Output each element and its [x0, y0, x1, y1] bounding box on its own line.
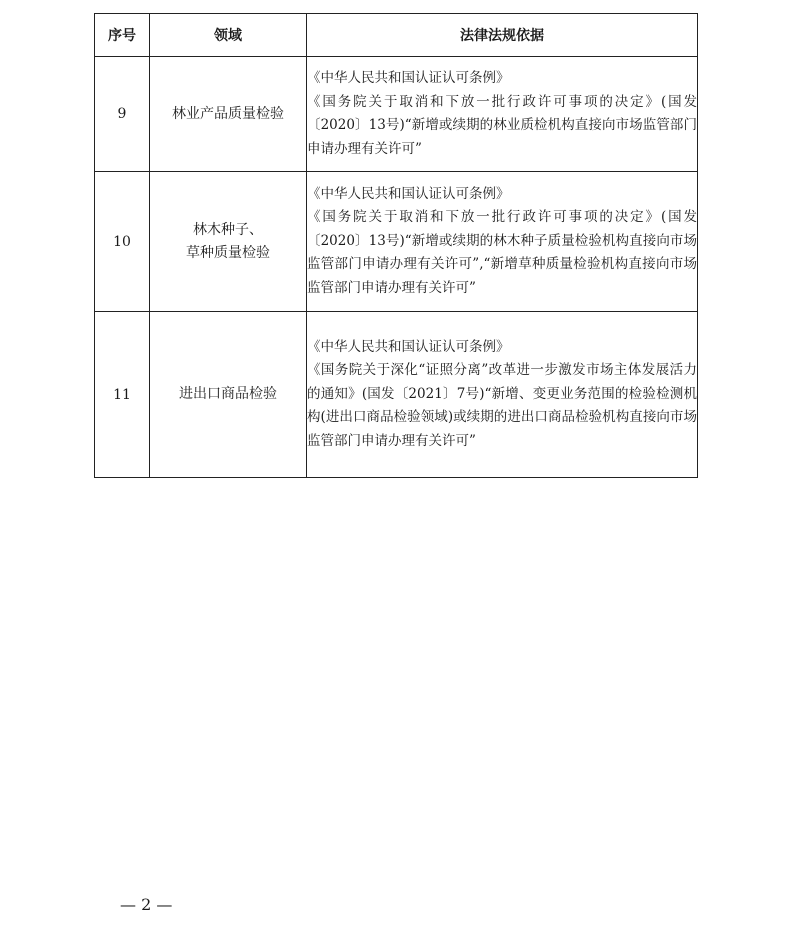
row-number: 10 [95, 172, 150, 312]
row-field [150, 172, 307, 312]
row-number: 9 [95, 57, 150, 172]
basis-line: 《国务院关于取消和下放一批行政许可事项的决定》(国发〔2020〕13号)“新增或续期的林木种子质量检验机构直接向市场监管部门申请办理有关许可”,“新增草种质量检验机构直接向市场监管部门申请办理有关许可” [307, 209, 697, 296]
table-header-row [95, 14, 698, 57]
row-basis [307, 312, 698, 478]
basis-line: 《中华人民共和国认证认可条例》 [307, 185, 510, 202]
basis-line: 《国务院关于取消和下放一批行政许可事项的决定》(国发〔2020〕13号)“新增或续期的林业质检机构直接向市场监管部门申请办理有关许可” [307, 93, 697, 157]
row-basis [307, 172, 698, 312]
field-line: 林业产品质量检验 [172, 105, 284, 122]
row-number: 11 [95, 312, 150, 478]
table-row [95, 312, 698, 478]
header-number: 序号 [95, 14, 150, 57]
row-field [150, 312, 307, 478]
row-field [150, 57, 307, 172]
basis-line: 《中华人民共和国认证认可条例》 [307, 70, 510, 86]
field-line: 进出口商品检验 [179, 386, 277, 402]
field-line: 林木种子、 [193, 221, 263, 238]
basis-line: 《国务院关于深化“证照分离”改革进一步激发市场主体发展活力的通知》(国发〔2021〕7号)“新增、变更业务范围的检验检测机构(进出口商品检验领域)或续期的进出口商品检验机构直接向市场监管部门申请办理有关许可” [307, 362, 697, 449]
field-line: 草种质量检验 [186, 244, 270, 261]
header-basis: 法律法规依据 [307, 14, 698, 57]
table-row [95, 172, 698, 312]
header-field: 领域 [150, 14, 307, 57]
basis-line: 《中华人民共和国认证认可条例》 [307, 338, 510, 355]
row-basis [307, 57, 698, 172]
page-number: — 2 — [120, 895, 173, 914]
regulation-table [94, 13, 698, 478]
table-row [95, 57, 698, 172]
